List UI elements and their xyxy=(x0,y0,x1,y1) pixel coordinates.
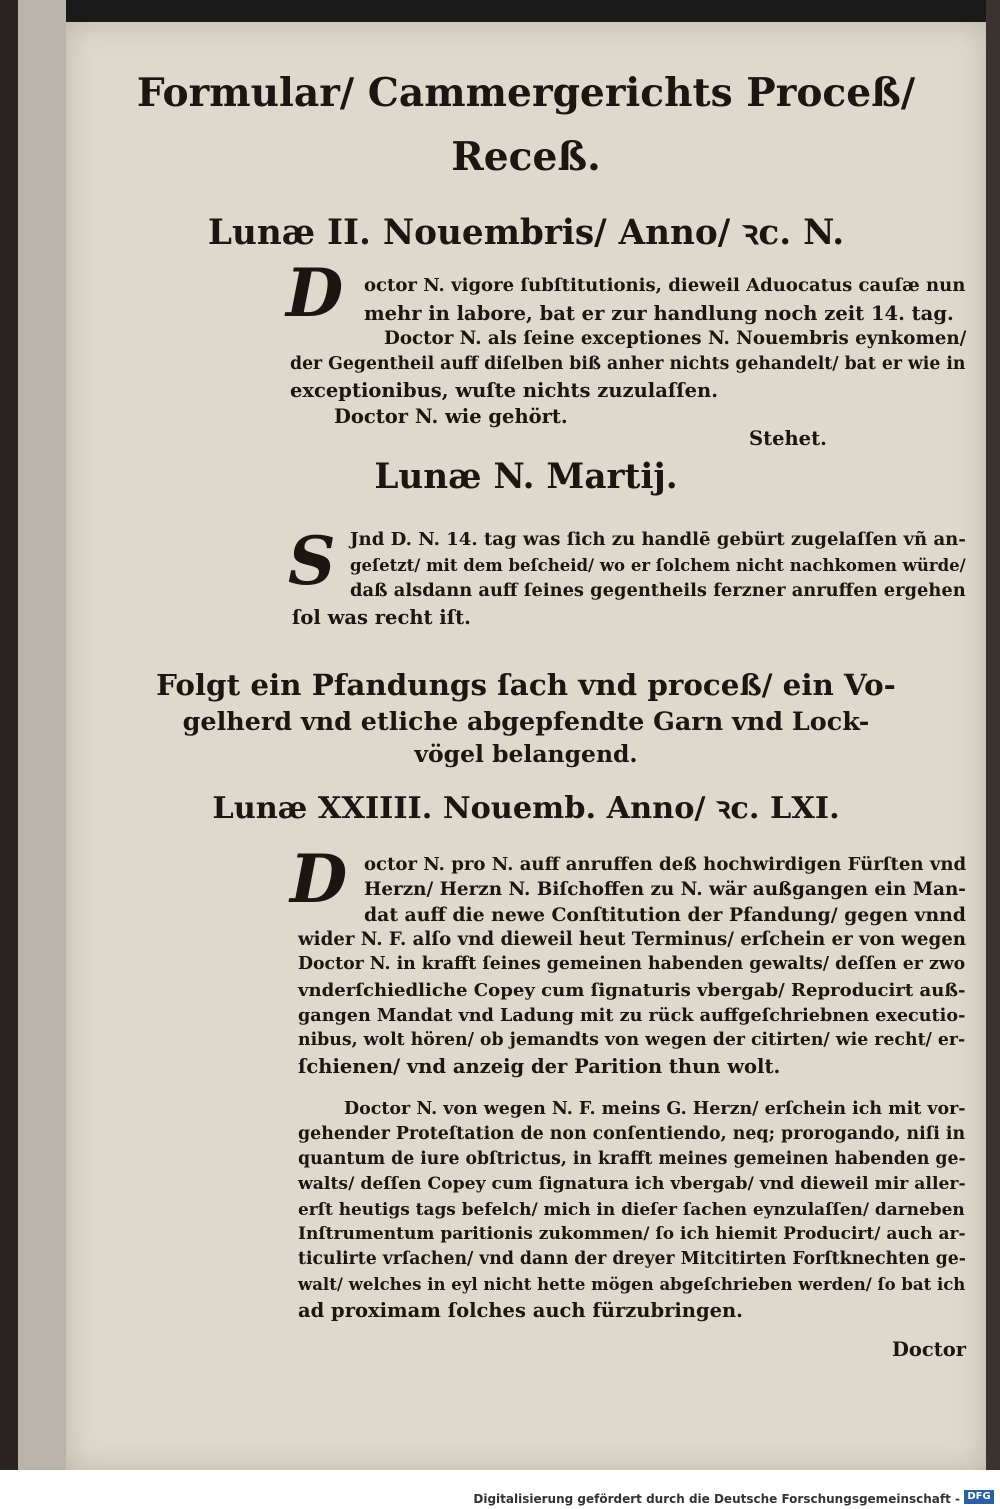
para2-line: ticulirte vrſachen/ vnd dann der dreyer Mitcitirten Forſtknechten ge- xyxy=(298,1249,966,1269)
section1-line: Doctor N. wie gehört. xyxy=(334,405,568,428)
para1-line: wider N. F. alſo vnd dieweil heut Terminus/ erſchein er von wegen xyxy=(298,929,966,950)
para1-line: dat auff die newe Conſtitution der Pfandung/ gegen vnnd xyxy=(364,904,966,926)
para1-line: nibus, wolt hören/ ob jemandts von wegen der citirten/ wie recht/ er- xyxy=(298,1030,966,1050)
para2-line: ad proximam ſolches auch fürzubringen. xyxy=(298,1299,743,1322)
section1-line: octor N. vigore ſubſtitutionis, dieweil Aduocatus cauſæ nun xyxy=(364,275,966,296)
section3-heading-line: vögel belangend. xyxy=(414,740,638,768)
para1-line: octor N. pro N. auff anruffen deß hochwirdigen Fürſten vnd xyxy=(364,854,967,875)
para2-line: erſt heutigs tags befelch/ mich in dieſer ſachen eynzulaſſen/ darneben xyxy=(298,1199,965,1219)
section2-line: daß alsdann auff ſeines gegentheils ferzner anruffen ergehen xyxy=(350,580,966,601)
para2-line: Inſtrumentum paritionis zukommen/ ſo ich hiemit Producirt/ auch ar- xyxy=(298,1224,966,1244)
section2-line: ſol was recht iſt. xyxy=(292,606,471,629)
right-page-edge xyxy=(986,0,1000,1470)
page-title-line2: Receß. xyxy=(451,134,601,180)
section1-heading: Lunæ II. Nouembris/ Anno/ ꝛc. N. xyxy=(207,213,845,253)
left-dark-strip xyxy=(0,0,18,1470)
section2-line: geſetzt/ mit dem beſcheid/ wo er ſolchem nicht nachkomen würde/ xyxy=(350,555,966,575)
section3-initial: D xyxy=(290,840,348,918)
para1-line: Herzn/ Herzn N. Biſchoffen zu N. wär außgangen ein Man- xyxy=(364,879,966,900)
para2-line: gehender Proteſtation de non conſentiendo, neq; prorogando, niſi in xyxy=(298,1124,966,1144)
section2-initial: S xyxy=(288,522,336,600)
section1-line: Doctor N. als ſeine exceptiones N. Nouembris eynkomen/ xyxy=(384,328,967,349)
para2-line: walt/ welches in eyl nicht hette mögen abgeſchrieben werden/ ſo bat ich xyxy=(298,1274,966,1294)
section1-line: exceptionibus, wuſte nichts zuzulaſſen. xyxy=(290,379,718,402)
footer-bar xyxy=(0,1470,1000,1509)
page-title-line1: Formular/ Cammergerichts Proceß/ xyxy=(136,70,916,116)
para1-line: Doctor N. in krafft ſeines gemeinen habenden gewalts/ deſſen er zwo xyxy=(298,954,966,974)
scanned-page xyxy=(66,22,986,1470)
para2-line: Doctor N. von wegen N. F. meins G. Herzn/ erſchein ich mit vor- xyxy=(344,1099,966,1119)
section3-heading-line: gelherd vnd etliche abgepfendte Garn vnd Lock- xyxy=(182,706,870,736)
section1-closing: Stehet. xyxy=(749,427,827,450)
para1-line: gangen Mandat vnd Ladung mit zu rück auffgeſchriebnen executio- xyxy=(298,1005,966,1026)
section1-line: der Gegentheil auff diſelben biß anher nichts gehandelt/ bat er wie in xyxy=(290,354,966,374)
para1-line: vnderſchiedliche Copey cum ſignaturis vbergab/ Reproducirt auß- xyxy=(298,980,966,1001)
footer-credit: Digitalisierung gefördert durch die Deutsche Forschungsgemeinschaft - xyxy=(473,1492,960,1506)
section1-initial: D xyxy=(286,254,344,332)
para2-line: quantum de iure obſtrictus, in krafft meines gemeinen habenden ge- xyxy=(298,1149,966,1169)
section3-date: Lunæ XXIIII. Nouemb. Anno/ ꝛc. LXI. xyxy=(212,791,840,826)
section1-line: mehr in labore, bat er zur handlung noch zeit 14. tag. xyxy=(364,302,954,325)
section2-line: Jnd D. N. 14. tag was ſich zu handlē gebürt zugelaſſen vñ an- xyxy=(350,529,966,550)
catchword: Doctor xyxy=(892,1338,967,1361)
section3-heading-line: Folgt ein Pfandungs ſach vnd proceß/ ein Vo- xyxy=(156,667,896,702)
left-background xyxy=(18,0,66,1470)
para2-line: walts/ deſſen Copey cum ſignatura ich vbergab/ vnd dieweil mir aller- xyxy=(298,1174,966,1194)
dfg-logo: DFG xyxy=(964,1490,994,1504)
section2-heading: Lunæ N. Martij. xyxy=(374,457,678,497)
para1-line: ſchienen/ vnd anzeig der Parition thun wolt. xyxy=(298,1055,781,1078)
